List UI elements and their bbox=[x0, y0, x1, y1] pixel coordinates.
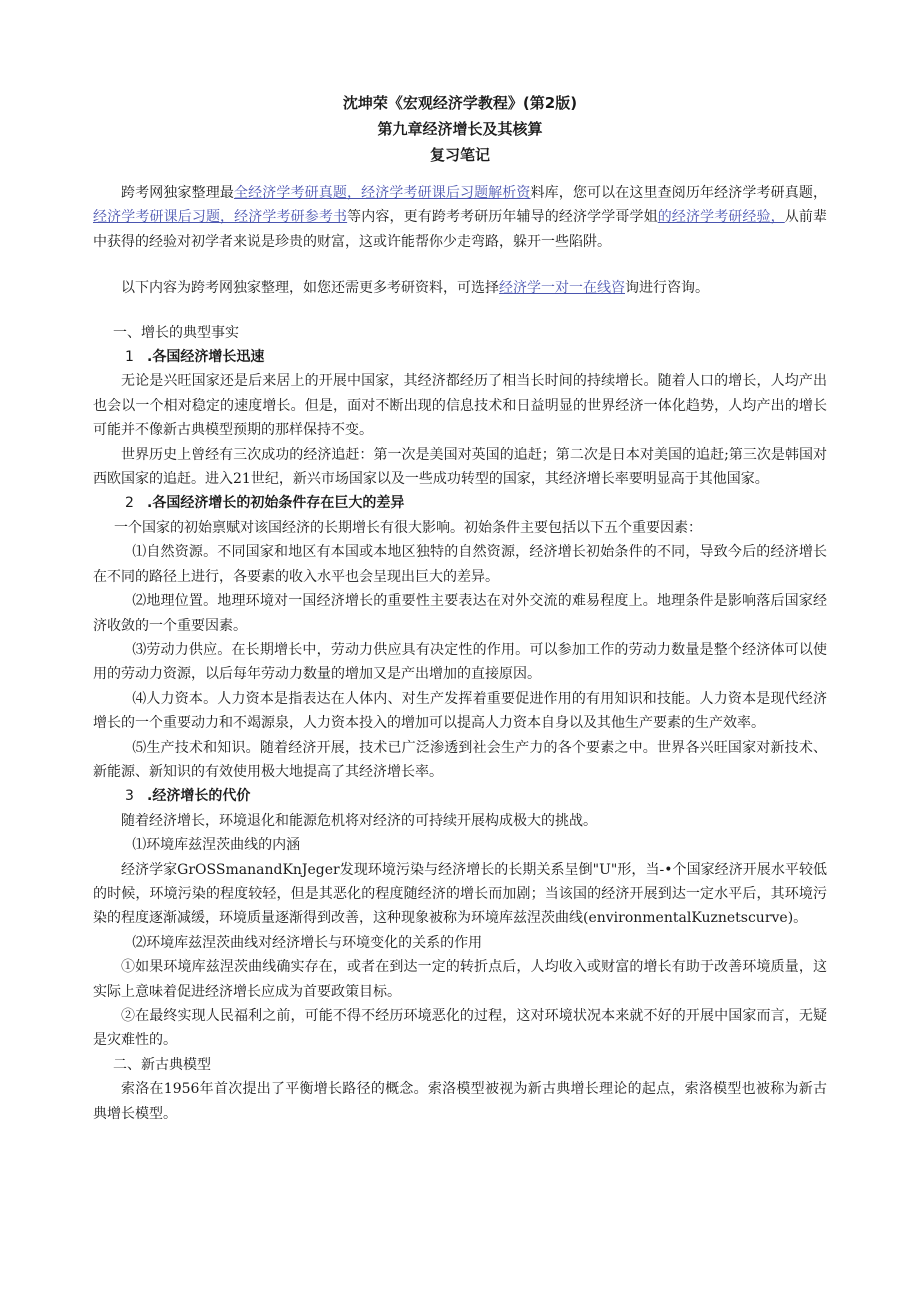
paragraph: 随着经济增长，环境退化和能源危机将对经济的可持续开展构成极大的挑战。 bbox=[121, 812, 597, 829]
intro-text: 料库，您可以在这里查阅历年经济学考研真题， bbox=[530, 185, 828, 201]
link-exam-experience[interactable]: 的经济学考研经验， bbox=[657, 209, 785, 226]
subsection-title: .各国经济增长迅速 bbox=[147, 349, 265, 366]
consult-paragraph bbox=[93, 276, 827, 300]
link-online-consult[interactable]: 经济学一对一在线咨 bbox=[499, 280, 625, 297]
link-textbook-exercises[interactable]: 经济学考研课后习题，经济学考研参考书 bbox=[93, 209, 348, 226]
intro-text: 从前辈中获得的经验对初学者来说是珍贵的财富，这或许能帮你少走弯路，躲开一些陷阱。 bbox=[93, 209, 828, 250]
intro-paragraph bbox=[93, 181, 827, 254]
subsection-heading bbox=[93, 784, 827, 808]
list-item: ⑵地理位置。地理环境对一国经济增长的重要性主要表达在对外交流的难易程度上。地理条件是影响落后国家经济收敛的一个重要因素。 bbox=[93, 593, 827, 634]
list-item: ⑶劳动力供应。在长期增长中，劳动力供应具有决定性的作用。可以参加工作的劳动力数量是整个经济体可以使用的劳动力资源，以后每年劳动力数量的增加又是产出增加的直接原因。 bbox=[93, 641, 827, 683]
notes-subtitle: 复习笔记 bbox=[429, 146, 490, 164]
intro-text: 跨考网独家整理最 bbox=[121, 185, 234, 201]
list-item: ⑸生产技术和知识。随着经济开展，技术已广泛渗透到社会生产力的各个要素之中。世界各兴旺国家对新技术、新能源、新知识的有效使用极大地提高了其经济增长率。 bbox=[93, 739, 827, 780]
paragraph: 索洛在1956年首次提出了平衡增长路径的概念。索洛模型被视为新古典增长理论的起点，索洛模型也被称为新古典增长模型。 bbox=[93, 1081, 827, 1122]
section1-heading: 一、增长的典型事实 bbox=[113, 324, 239, 341]
point-title: ⑴环境库兹涅茨曲线的内涵 bbox=[132, 837, 301, 854]
list-item: ②在最终实现人民福利之前，可能不得不经历环境恶化的过程，这对环境状况本来就不好的开展中国家而言，无疑是灾难性的。 bbox=[93, 1008, 827, 1049]
subsection-heading bbox=[93, 345, 827, 369]
consult-text: 询进行咨询。 bbox=[625, 280, 709, 297]
subsection-number: 2 bbox=[125, 495, 134, 512]
chapter-title: 第九章经济增长及其核算 bbox=[377, 120, 543, 138]
subsection-number: 3 bbox=[125, 788, 134, 805]
section2-heading: 二、新古典模型 bbox=[113, 1056, 211, 1073]
list-item: ①如果环境库兹涅茨曲线确实存在，或者在到达一定的转折点后，人均收入或财富的增长有助于改善环境质量，这实际上意味着促进经济增长应成为首要政策目标。 bbox=[93, 959, 827, 1000]
subsection-title: .经济增长的代价 bbox=[147, 788, 251, 805]
title-block bbox=[0, 90, 920, 168]
paragraph: 世界历史上曾经有三次成功的经济追赶：第一次是美国对英国的追赶；第二次是日本对美国的追赶;第三次是韩国对西欧国家的追赶。进入21世纪，新兴市场国家以及一些成功转型的国家，其经济增长率要明显高于其他国家。 bbox=[93, 446, 827, 488]
subsection-number: 1 bbox=[125, 349, 134, 366]
intro-text: 等内容，更有跨考考研历年辅导的经济学学哥学姐 bbox=[347, 209, 658, 226]
paragraph: 一个国家的初始禀赋对该国经济的长期增长有很大影响。初始条件主要包括以下五个重要因素： bbox=[114, 519, 702, 536]
document-body bbox=[93, 181, 827, 1126]
list-item: ⑷人力资本。人力资本是指表达在人体内、对生产发挥着重要促进作用的有用知识和技能。人力资本是现代经济增长的一个重要动力和不竭源泉，人力资本投入的增加可以提高人力资本自身以及其他生产要素的生产效率。 bbox=[93, 690, 827, 732]
subsection-title: .各国经济增长的初始条件存在巨大的差异 bbox=[147, 495, 405, 512]
consult-text: 以下内容为跨考网独家整理，如您还需更多考研资料，可选择 bbox=[121, 280, 499, 297]
link-exam-questions[interactable]: 全经济学考研真题，经济学考研课后习题解析资 bbox=[233, 185, 531, 201]
subsection-heading bbox=[93, 491, 827, 515]
point-title: ⑵环境库兹涅茨曲线对经济增长与环境变化的关系的作用 bbox=[132, 934, 483, 951]
book-title: 沈坤荣《宏观经济学教程》(第2版) bbox=[342, 94, 578, 112]
paragraph: 经济学家GrOSSmanandKnJeger发现环境污染与经济增长的长期关系呈倒"U"形，当-•个国家经济开展水平较低的时候，环境污染的程度较轻，但是其恶化的程度随经济的增长而加剧；当该国的经济开展到达一定水平后，其环境污染的程度逐渐减缓，环境质量逐渐得到改善，这种现象被称为环境库兹涅茨曲线(environmentalKuznetscurve)。 bbox=[93, 861, 827, 927]
list-item: ⑴自然资源。不同国家和地区有本国或本地区独特的自然资源，经济增长初始条件的不同，导致今后的经济增长在不同的路径上进行，各要素的收入水平也会呈现出巨大的差异。 bbox=[93, 544, 827, 585]
paragraph: 无论是兴旺国家还是后来居上的开展中国家，其经济都经历了相当长时间的持续增长。随着人口的增长，人均产出也会以一个相对稳定的速度增长。但是，面对不断出现的信息技术和日益明显的世界经济一体化趋势，人均产出的增长可能并不像新古典模型预期的那样保持不变。 bbox=[93, 373, 827, 439]
